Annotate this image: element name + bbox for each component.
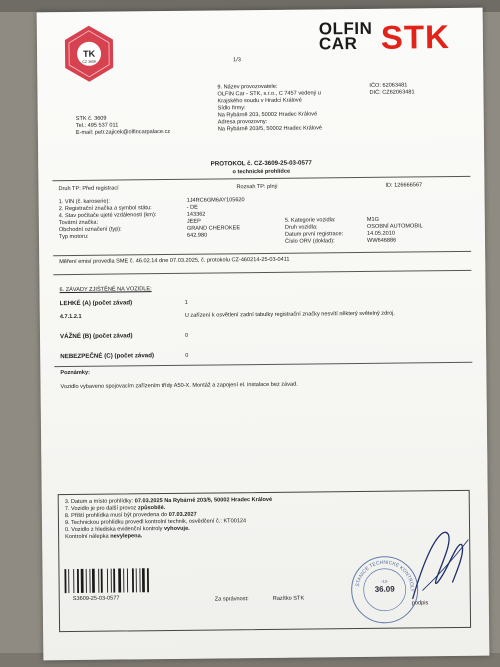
result-technician: 9. Technickou prohlídku provedl kontrolní technik, osvědčení č.: KT00124 bbox=[64, 518, 247, 527]
barcode-bar bbox=[107, 569, 108, 593]
barcode-bar bbox=[147, 568, 149, 592]
barcode-bar bbox=[142, 568, 145, 592]
defects-heading: 6. ZÁVADY ZJIŠTĚNÉ NA VOZIDLE: bbox=[59, 286, 152, 294]
barcode-bar bbox=[68, 569, 69, 593]
inspection-type: Druh TP: Před registrací bbox=[58, 185, 119, 193]
operator-seat: Na Rybárně 203, 50002 Hradec Králové bbox=[217, 111, 318, 119]
vin-label: 1. VIN (č. karoserie): bbox=[58, 198, 110, 206]
stamp-ring-text: STANICE TECHNICKÉ KONTROLY bbox=[354, 559, 415, 592]
protocol-document bbox=[37, 8, 490, 661]
barcode-bar bbox=[89, 569, 90, 593]
logo-olfin-bottom: CAR bbox=[318, 33, 358, 54]
vehicle-kind-value: OSOBNÍ AUTOMOBIL bbox=[366, 223, 423, 230]
engine-label: Typ motoru: bbox=[58, 233, 89, 241]
defects-rule bbox=[54, 362, 472, 367]
operator-address-label: Adresa provozovny: bbox=[217, 118, 268, 126]
result-date-place: 3. Datum a místo prohlídky: 07.03.2025 Na Rybárně 203/5, 50002 Hradec Králové bbox=[64, 496, 273, 506]
result-registration-check: 0. Vozidlo z hlediska evidenční kontroly vyhovuje. bbox=[65, 525, 190, 534]
operator-name-label: 9. Název provozovatele: bbox=[217, 83, 278, 91]
operator-dic: DIČ: CZ62063481 bbox=[369, 89, 415, 96]
model-label: Obchodní označení (typ): bbox=[58, 226, 122, 234]
barcode-bar bbox=[111, 569, 112, 593]
vehicle-values-right bbox=[367, 216, 423, 245]
make-value: JEEP bbox=[186, 218, 201, 225]
odometer-value: 143362 bbox=[186, 211, 206, 218]
station-email: E-mail: petr.zajicek@olfincarpalace.cz bbox=[75, 128, 171, 136]
protocol-id: ID: 126666567 bbox=[385, 182, 423, 189]
emissions-rule bbox=[53, 270, 471, 275]
emissions-note: Měření emisí provedla SME č. 46.02.14 dne 07.03.2025, č. protokolu CZ-460214-25-03-0411 bbox=[59, 256, 290, 266]
result-next-inspection: 8. Příští prohlídka musí být provedena do 07.03.2027 bbox=[64, 511, 197, 520]
operator-block bbox=[217, 83, 322, 133]
vehicle-labels-left bbox=[59, 198, 157, 241]
registration-label: 2. Registrační značka a symbol státu: bbox=[58, 205, 152, 213]
engine-value: 642.980 bbox=[186, 232, 208, 239]
first-registration-value: 14.05.2010 bbox=[366, 230, 395, 237]
barcode-bar bbox=[139, 568, 140, 592]
category-value: M1G bbox=[366, 216, 379, 223]
page-number: 1/3 bbox=[233, 57, 241, 64]
logo-stk: STK bbox=[380, 18, 451, 56]
barcode-bar bbox=[113, 569, 115, 593]
signature-label: podpis bbox=[411, 600, 429, 607]
remarks-heading: Poznámky: bbox=[60, 369, 90, 377]
logo-olfin bbox=[318, 18, 373, 54]
inspection-scope: Rozsah TP: plný bbox=[236, 183, 278, 191]
barcode-bar bbox=[98, 569, 99, 593]
model-value: GRAND CHEROKEE bbox=[186, 225, 241, 232]
barcode-bar bbox=[64, 569, 66, 593]
operator-seat-label: Sídlo firmy: bbox=[217, 105, 246, 112]
barcode-bar bbox=[101, 569, 103, 593]
minor-defect-code: 4.7.1.2.1 bbox=[59, 313, 82, 321]
barcode-bar bbox=[92, 569, 95, 593]
operator-name-line1: OLFIN Car - STK, s.r.o., C 7457 vedený u bbox=[217, 90, 322, 98]
stamp-small: -12- bbox=[381, 578, 389, 584]
minor-defect-text: U zařízení k osvětlení zadní tabulky registrační značky nesvítí některý světelný zdroj. bbox=[184, 310, 395, 319]
dangerous-defects-count: 0 bbox=[185, 352, 189, 359]
barcode-bar bbox=[118, 569, 121, 593]
barcode-icon bbox=[62, 567, 182, 594]
orv-number-label: Číslo ORV (doklad): bbox=[285, 238, 335, 245]
stamp-code: 36.09 bbox=[374, 584, 395, 594]
make-label: Tovární značka: bbox=[58, 219, 99, 227]
protocol-title: PROTOKOL č. CZ-3609-25-03-0577 bbox=[210, 159, 312, 168]
station-block bbox=[76, 115, 171, 137]
responsible-label: Za správnost: bbox=[214, 596, 249, 603]
major-defects-label: VÁŽNÉ (B) (počet závad) bbox=[59, 332, 133, 341]
barcode-bar bbox=[123, 568, 124, 592]
first-registration-label: Datum první registrace: bbox=[284, 231, 344, 238]
category-label: 5. Kategorie vozidla: bbox=[284, 217, 336, 224]
barcode-text: S3609-25-03-0577 bbox=[72, 595, 120, 603]
barcode-bar bbox=[81, 569, 84, 593]
operator-name-line2: Krajského soudu v Hradci Králové bbox=[217, 97, 302, 105]
vehicle-values-left bbox=[187, 197, 245, 240]
barcode-bar bbox=[77, 569, 79, 593]
barcode-bar bbox=[127, 568, 128, 592]
dangerous-defects-label: NEBEZPEČNÉ (C) (počet závad) bbox=[60, 352, 155, 361]
badge-bottom-text: CZ 3609 bbox=[82, 59, 96, 64]
operator-address: Na Rybárně 203/5, 50002 Hradec Králové bbox=[217, 125, 323, 133]
registration-value: - DE bbox=[186, 204, 198, 211]
tk-badge-icon bbox=[59, 23, 120, 84]
barcode-bar bbox=[73, 569, 74, 593]
result-fitness: 7. Vozidlo je pro další provoz způsobilé. bbox=[64, 505, 166, 513]
minor-defects-count: 1 bbox=[184, 299, 188, 306]
signature-image bbox=[382, 520, 493, 606]
vehicle-kind-label: Druh vozidla: bbox=[284, 224, 318, 231]
vin-value: 1J4RC6GM6AY105620 bbox=[186, 197, 245, 204]
station-number: STK č. 3609 bbox=[75, 115, 107, 122]
operator-ico: IČO: 62063481 bbox=[369, 82, 408, 89]
badge-top-text: TK bbox=[83, 48, 96, 59]
station-phone: Tel.: 495 537 011 bbox=[75, 122, 119, 129]
result-sticker: Kontrolní nálepka nevylepena. bbox=[65, 533, 143, 541]
vehicle-rule bbox=[53, 251, 471, 256]
major-defects-count: 0 bbox=[184, 332, 189, 339]
result-lines bbox=[65, 497, 273, 541]
operator-ids bbox=[369, 82, 414, 96]
barcode-bar bbox=[132, 568, 134, 592]
odometer-label: 4. Stav počítače ujeté vzdálenosti (km): bbox=[58, 212, 157, 220]
logo-olfin-top: OLFIN bbox=[318, 18, 373, 39]
orv-number-value: WW646886 bbox=[366, 237, 397, 244]
minor-defects-label: LEHKÉ (A) (počet závad) bbox=[59, 299, 133, 308]
remarks-text: Vozidlo vybaveno spojovacím zařízením třídy A50-X. Montáž a zapojení el. instalace bez závad. bbox=[60, 381, 298, 391]
barcode-bar bbox=[86, 569, 87, 593]
stamp-label: Razítko STK bbox=[272, 595, 305, 602]
vehicle-labels-right bbox=[285, 217, 343, 246]
protocol-subtitle: o technické prohlídce bbox=[232, 168, 291, 176]
barcode-bar bbox=[136, 568, 137, 592]
